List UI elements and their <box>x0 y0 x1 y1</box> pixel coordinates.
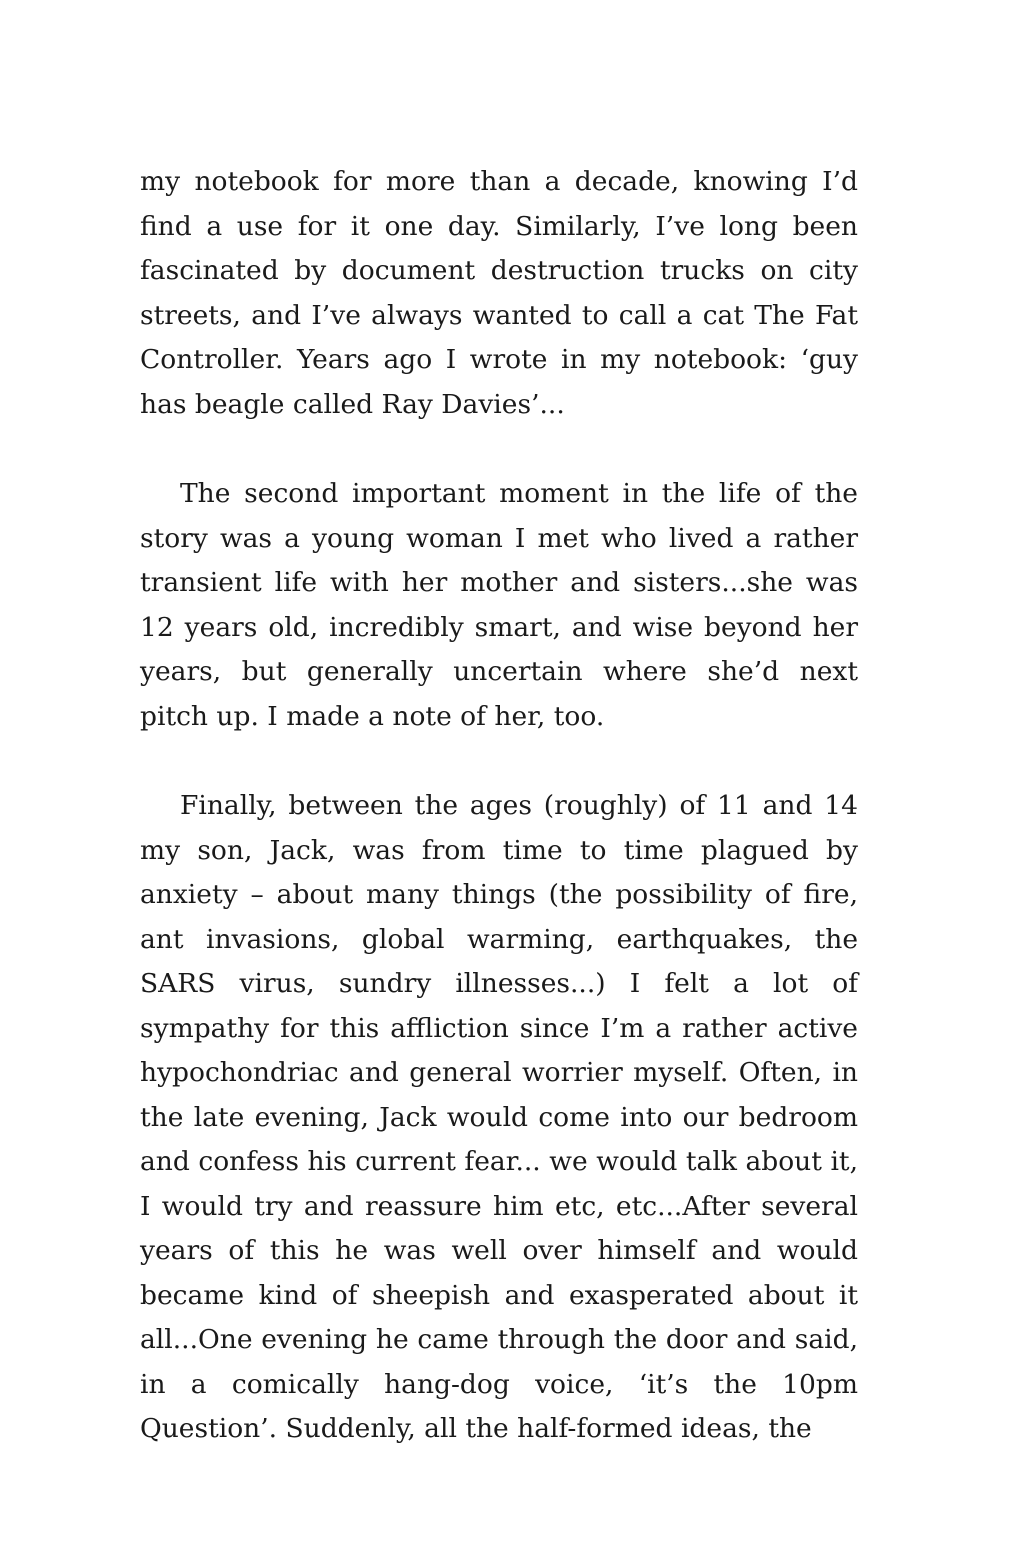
body-text <box>140 160 858 1452</box>
paragraph-1: my notebook for more than a decade, knowing I’d find a use for it one day. Similarly, I’ve long been fascinated by document destruction trucks on city streets, and I’ve always wanted to call a cat The Fat Controller. Years ago I wrote in my notebook: ‘guy has beagle called Ray Davies’... <box>140 166 858 420</box>
paragraph-3: Finally, between the ages (roughly) of 11 and 14 my son, Jack, was from time to time plagued by anxiety – about many things (the possibility of fire, ant invasions, global warming, earthquakes, the SARS virus, sundry illnesses...) I felt a lot of sympathy for this affliction since I’m a rather active hypochondriac and general worrier myself. Often, in the late evening, Jack would come into our bedroom and confess his current fear... we would talk about it, I would try and reassure him etc, etc...After several years of this he was well over himself and would became kind of sheepish and exasperated about it all...One evening he came through the door and said, in a comically hang-dog voice, ‘it’s the 10pm Question’. Suddenly, all the half-formed ideas, the <box>140 790 858 1444</box>
paragraph-2: The second important moment in the life of the story was a young woman I met who lived a rather transient life with her mother and sisters...she was 12 years old, incredibly smart, and wise beyond her years, but generally uncertain where she’d next pitch up. I made a note of her, too. <box>140 478 858 732</box>
